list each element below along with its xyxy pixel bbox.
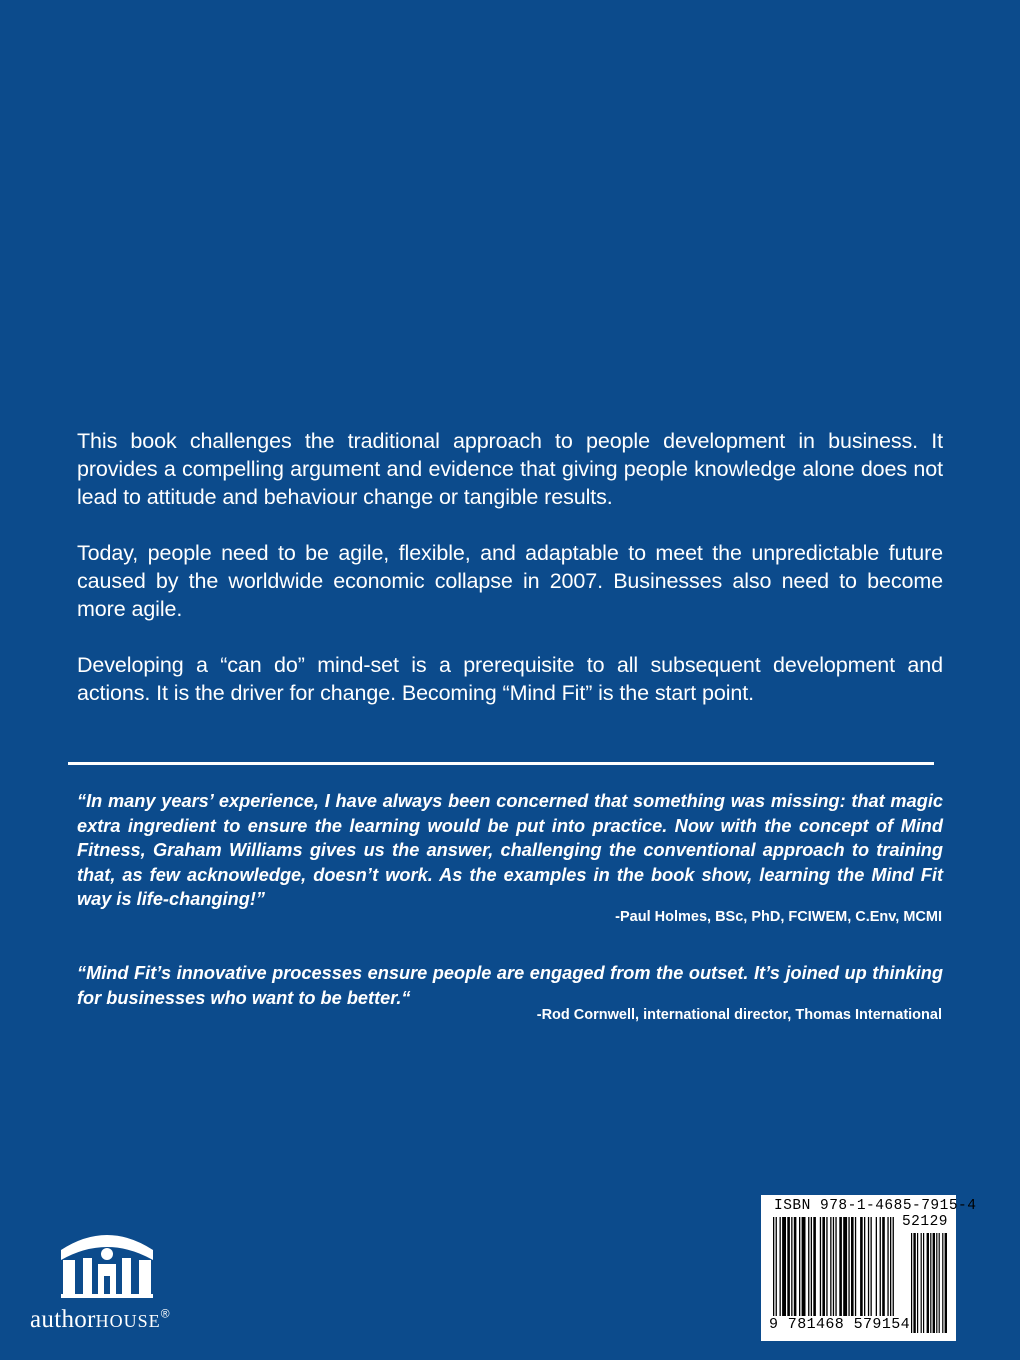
isbn-label: ISBN 978-1-4685-7915-4 xyxy=(774,1198,977,1214)
house-logo-icon xyxy=(57,1220,157,1300)
blurb-paragraph-1: This book challenges the traditional approach to people development in business. It provides a compelling argument and evidence that giving people knowledge alone does not lead to attitude and behaviour change or tangible results. xyxy=(77,429,943,509)
testimonial-1: “In many years’ experience, I have always been concerned that something was missing: that magic extra ingredient to ensure the learning would be put into practice. Now with the concept of Mind Fitness, Graham Williams gives us the answer, challenging the conventional approach to training that, as few acknowledge, doesn’t work. As the examples in the book show, learning the Mind Fit way is life-changing!” xyxy=(77,791,943,909)
publisher-name-part-1: author xyxy=(30,1306,96,1333)
publisher-name-part-2: HOUSE xyxy=(95,1311,161,1331)
isbn-barcode xyxy=(761,1195,977,1341)
book-blurb xyxy=(77,427,943,707)
testimonial-2: “Mind Fit’s innovative processes ensure people are engaged from the outset. It’s joined up thinking for businesses who want to be better.“ xyxy=(77,963,943,1008)
blurb-paragraph-2: Today, people need to be agile, flexible, and adaptable to meet the unpredictable future caused by the worldwide economic collapse in 2007. Businesses also need to become more agile. xyxy=(77,541,943,621)
testimonial-1-attribution: -Paul Holmes, BSc, PhD, FCIWEM, C.Env, MCMI xyxy=(615,909,942,925)
ean-digits: 9 781468 579154 xyxy=(769,1316,911,1333)
divider-line xyxy=(68,762,934,765)
publisher-name xyxy=(30,1306,170,1334)
publisher-logo xyxy=(30,1220,200,1340)
registered-mark: ® xyxy=(160,1306,170,1321)
testimonial-2-attribution: -Rod Cornwell, international director, Thomas International xyxy=(536,1007,942,1023)
blurb-paragraph-3: Developing a “can do” mind-set is a prerequisite to all subsequent development and actions. It is the driver for change. Becoming “Mind Fit” is the start point. xyxy=(77,653,943,705)
price-addon-digits: 52129 xyxy=(901,1214,948,1230)
